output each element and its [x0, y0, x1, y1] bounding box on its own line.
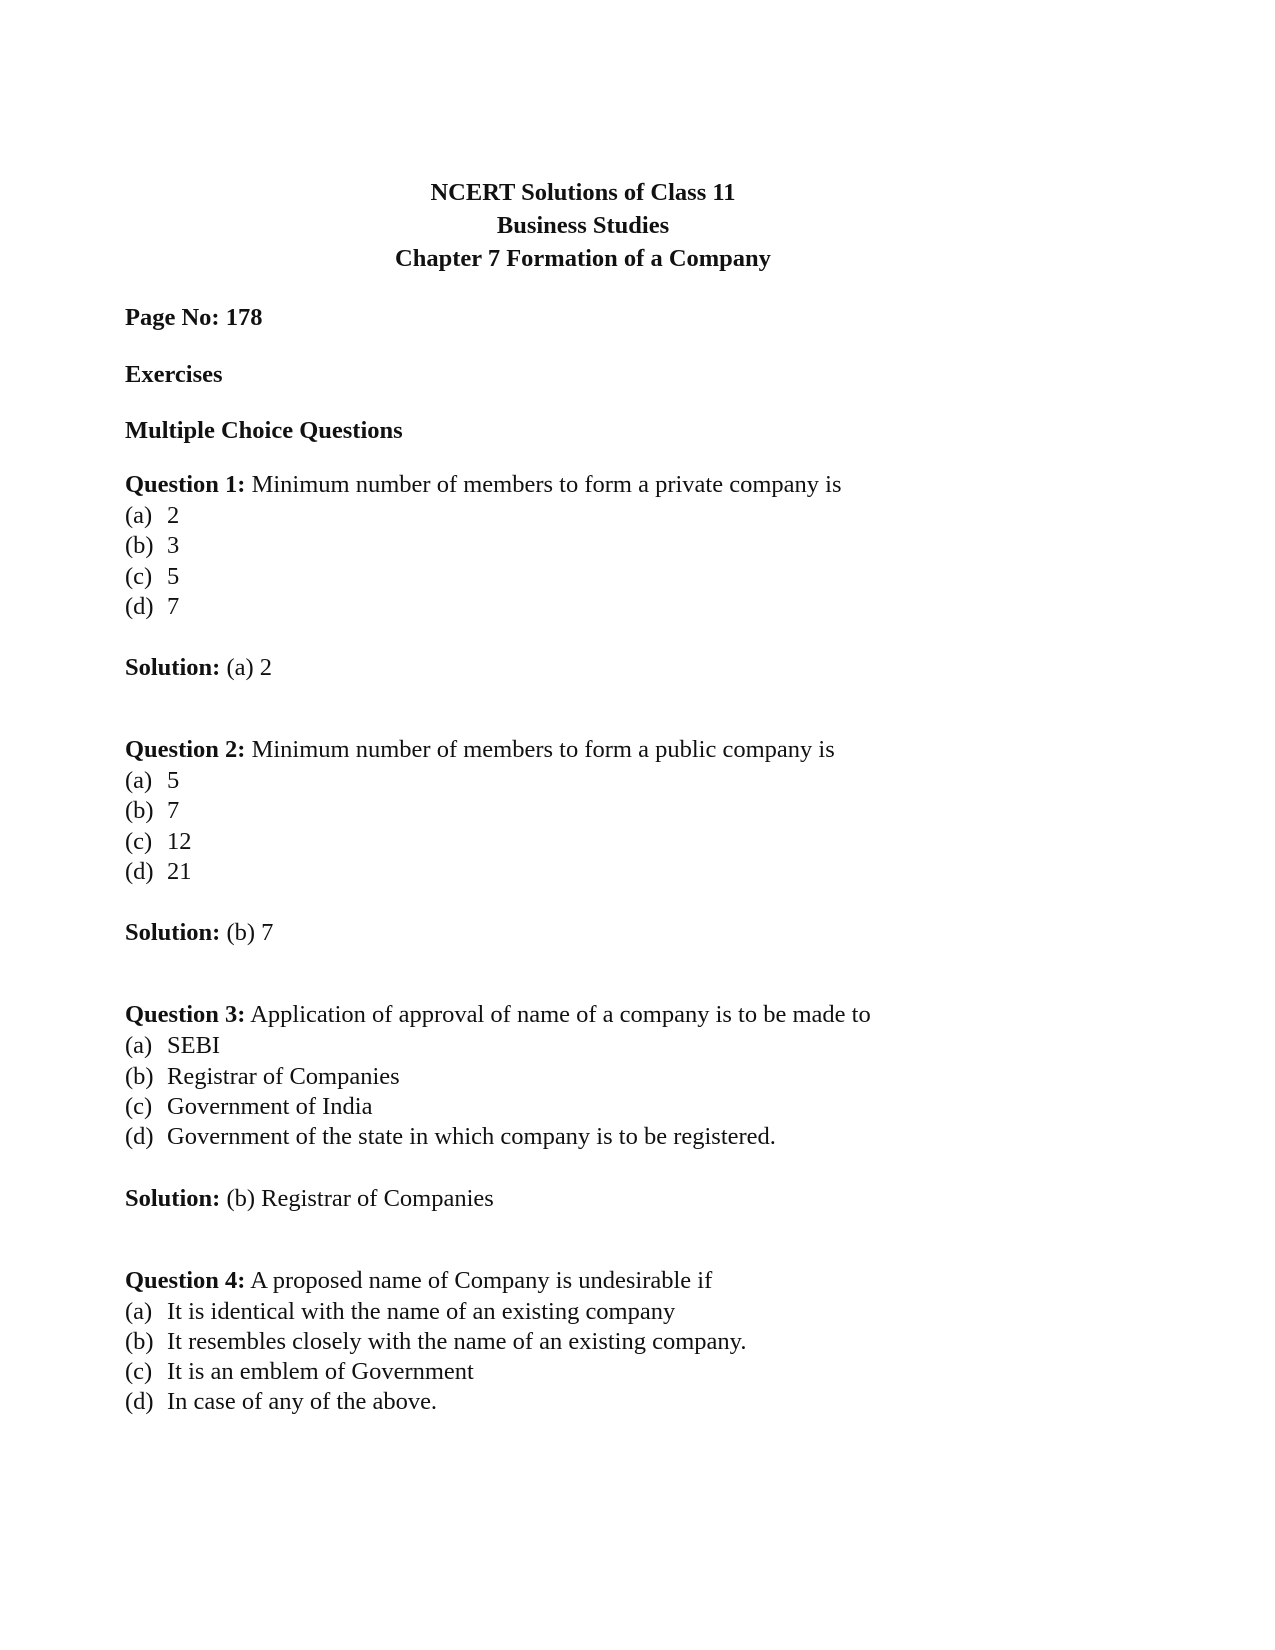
document-title-block	[0, 176, 1166, 275]
question-2-option-c	[125, 827, 1125, 857]
document-title-line-3: Chapter 7 Formation of a Company	[395, 245, 771, 272]
option-text: 7	[167, 592, 180, 620]
option-letter: (a)	[125, 502, 153, 529]
option-letter: (d)	[125, 1123, 154, 1151]
question-4-option-d	[125, 1387, 1125, 1417]
question-4-options	[125, 1297, 1125, 1418]
question-3-options	[125, 1031, 1125, 1152]
option-text: 21	[167, 858, 192, 886]
option-text: Registrar of Companies	[167, 1062, 400, 1090]
question-3-body: Application of approval of name of a company is to be made to	[245, 1001, 871, 1029]
option-text: 7	[167, 797, 180, 825]
mcq-heading: Multiple Choice Questions	[125, 417, 403, 444]
question-4-body: A proposed name of Company is undesirable if	[245, 1266, 713, 1294]
question-4-option-a	[125, 1297, 1125, 1327]
option-letter: (b)	[125, 532, 154, 560]
question-2-text	[125, 734, 1125, 766]
option-letter: (c)	[125, 827, 153, 855]
solution-label: Solution:	[125, 654, 221, 682]
question-1	[125, 469, 1125, 684]
option-text: Government of India	[167, 1092, 373, 1120]
option-text: 5	[167, 767, 180, 795]
question-1-options	[125, 501, 1125, 622]
option-letter: (d)	[125, 858, 154, 886]
solution-text: (a) 2	[220, 654, 273, 682]
question-2-solution	[125, 917, 1125, 949]
option-letter: (a)	[125, 767, 153, 795]
question-3-option-d	[125, 1122, 1125, 1152]
question-2-option-b	[125, 796, 1125, 826]
option-letter: (b)	[125, 1062, 154, 1090]
question-2-option-d	[125, 857, 1125, 887]
document-title-line-1: NCERT Solutions of Class 11	[430, 179, 736, 206]
question-4-label: Question 4:	[125, 1266, 246, 1294]
question-3-label: Question 3:	[125, 1001, 246, 1029]
option-text: 12	[167, 827, 192, 855]
question-3-option-a	[125, 1031, 1125, 1061]
solution-text: (b) 7	[220, 919, 274, 947]
option-letter: (d)	[125, 592, 154, 620]
option-text: 5	[167, 562, 180, 590]
option-text: 3	[167, 532, 180, 560]
question-1-solution	[125, 652, 1125, 684]
option-letter: (c)	[125, 562, 153, 590]
option-text: It is an emblem of Government	[167, 1358, 474, 1386]
question-4-option-c	[125, 1357, 1125, 1387]
option-text: It resembles closely with the name of an existing company.	[167, 1327, 747, 1355]
question-4-option-b	[125, 1327, 1125, 1357]
question-3-text	[125, 999, 1125, 1031]
question-2-options	[125, 766, 1125, 887]
option-letter: (b)	[125, 797, 154, 825]
option-text: SEBI	[167, 1032, 221, 1060]
option-text: 2	[167, 502, 180, 529]
option-text: It is identical with the name of an existing company	[167, 1297, 676, 1325]
question-3-option-c	[125, 1092, 1125, 1122]
question-1-option-a	[125, 501, 1125, 531]
question-2-label: Question 2:	[125, 736, 246, 764]
question-1-option-c	[125, 562, 1125, 592]
option-letter: (a)	[125, 1297, 153, 1325]
option-letter: (c)	[125, 1358, 153, 1386]
question-1-option-d	[125, 592, 1125, 622]
question-1-option-b	[125, 531, 1125, 561]
question-2	[125, 734, 1125, 949]
question-3-solution	[125, 1183, 1125, 1215]
document-title-line-2: Business Studies	[496, 212, 670, 239]
option-text: Government of the state in which company is to be registered.	[167, 1123, 776, 1151]
document-body	[125, 302, 1125, 1418]
solution-text: (b) Registrar of Companies	[220, 1184, 494, 1212]
question-2-option-a	[125, 766, 1125, 796]
question-4-text	[125, 1265, 1125, 1297]
option-letter: (b)	[125, 1327, 154, 1355]
question-3	[125, 999, 1125, 1214]
exercises-heading: Exercises	[125, 361, 223, 388]
question-3-option-b	[125, 1062, 1125, 1092]
option-letter: (d)	[125, 1388, 154, 1416]
solution-label: Solution:	[125, 1184, 221, 1212]
option-letter: (c)	[125, 1092, 153, 1120]
question-1-text	[125, 469, 1125, 501]
question-2-body: Minimum number of members to form a public company is	[245, 736, 835, 764]
page-number-heading: Page No: 178	[125, 304, 263, 331]
question-4	[125, 1265, 1125, 1418]
solution-label: Solution:	[125, 919, 221, 947]
question-1-body: Minimum number of members to form a private company is	[245, 471, 842, 498]
option-text: In case of any of the above.	[167, 1388, 438, 1416]
question-1-label: Question 1:	[125, 471, 246, 498]
option-letter: (a)	[125, 1032, 153, 1060]
